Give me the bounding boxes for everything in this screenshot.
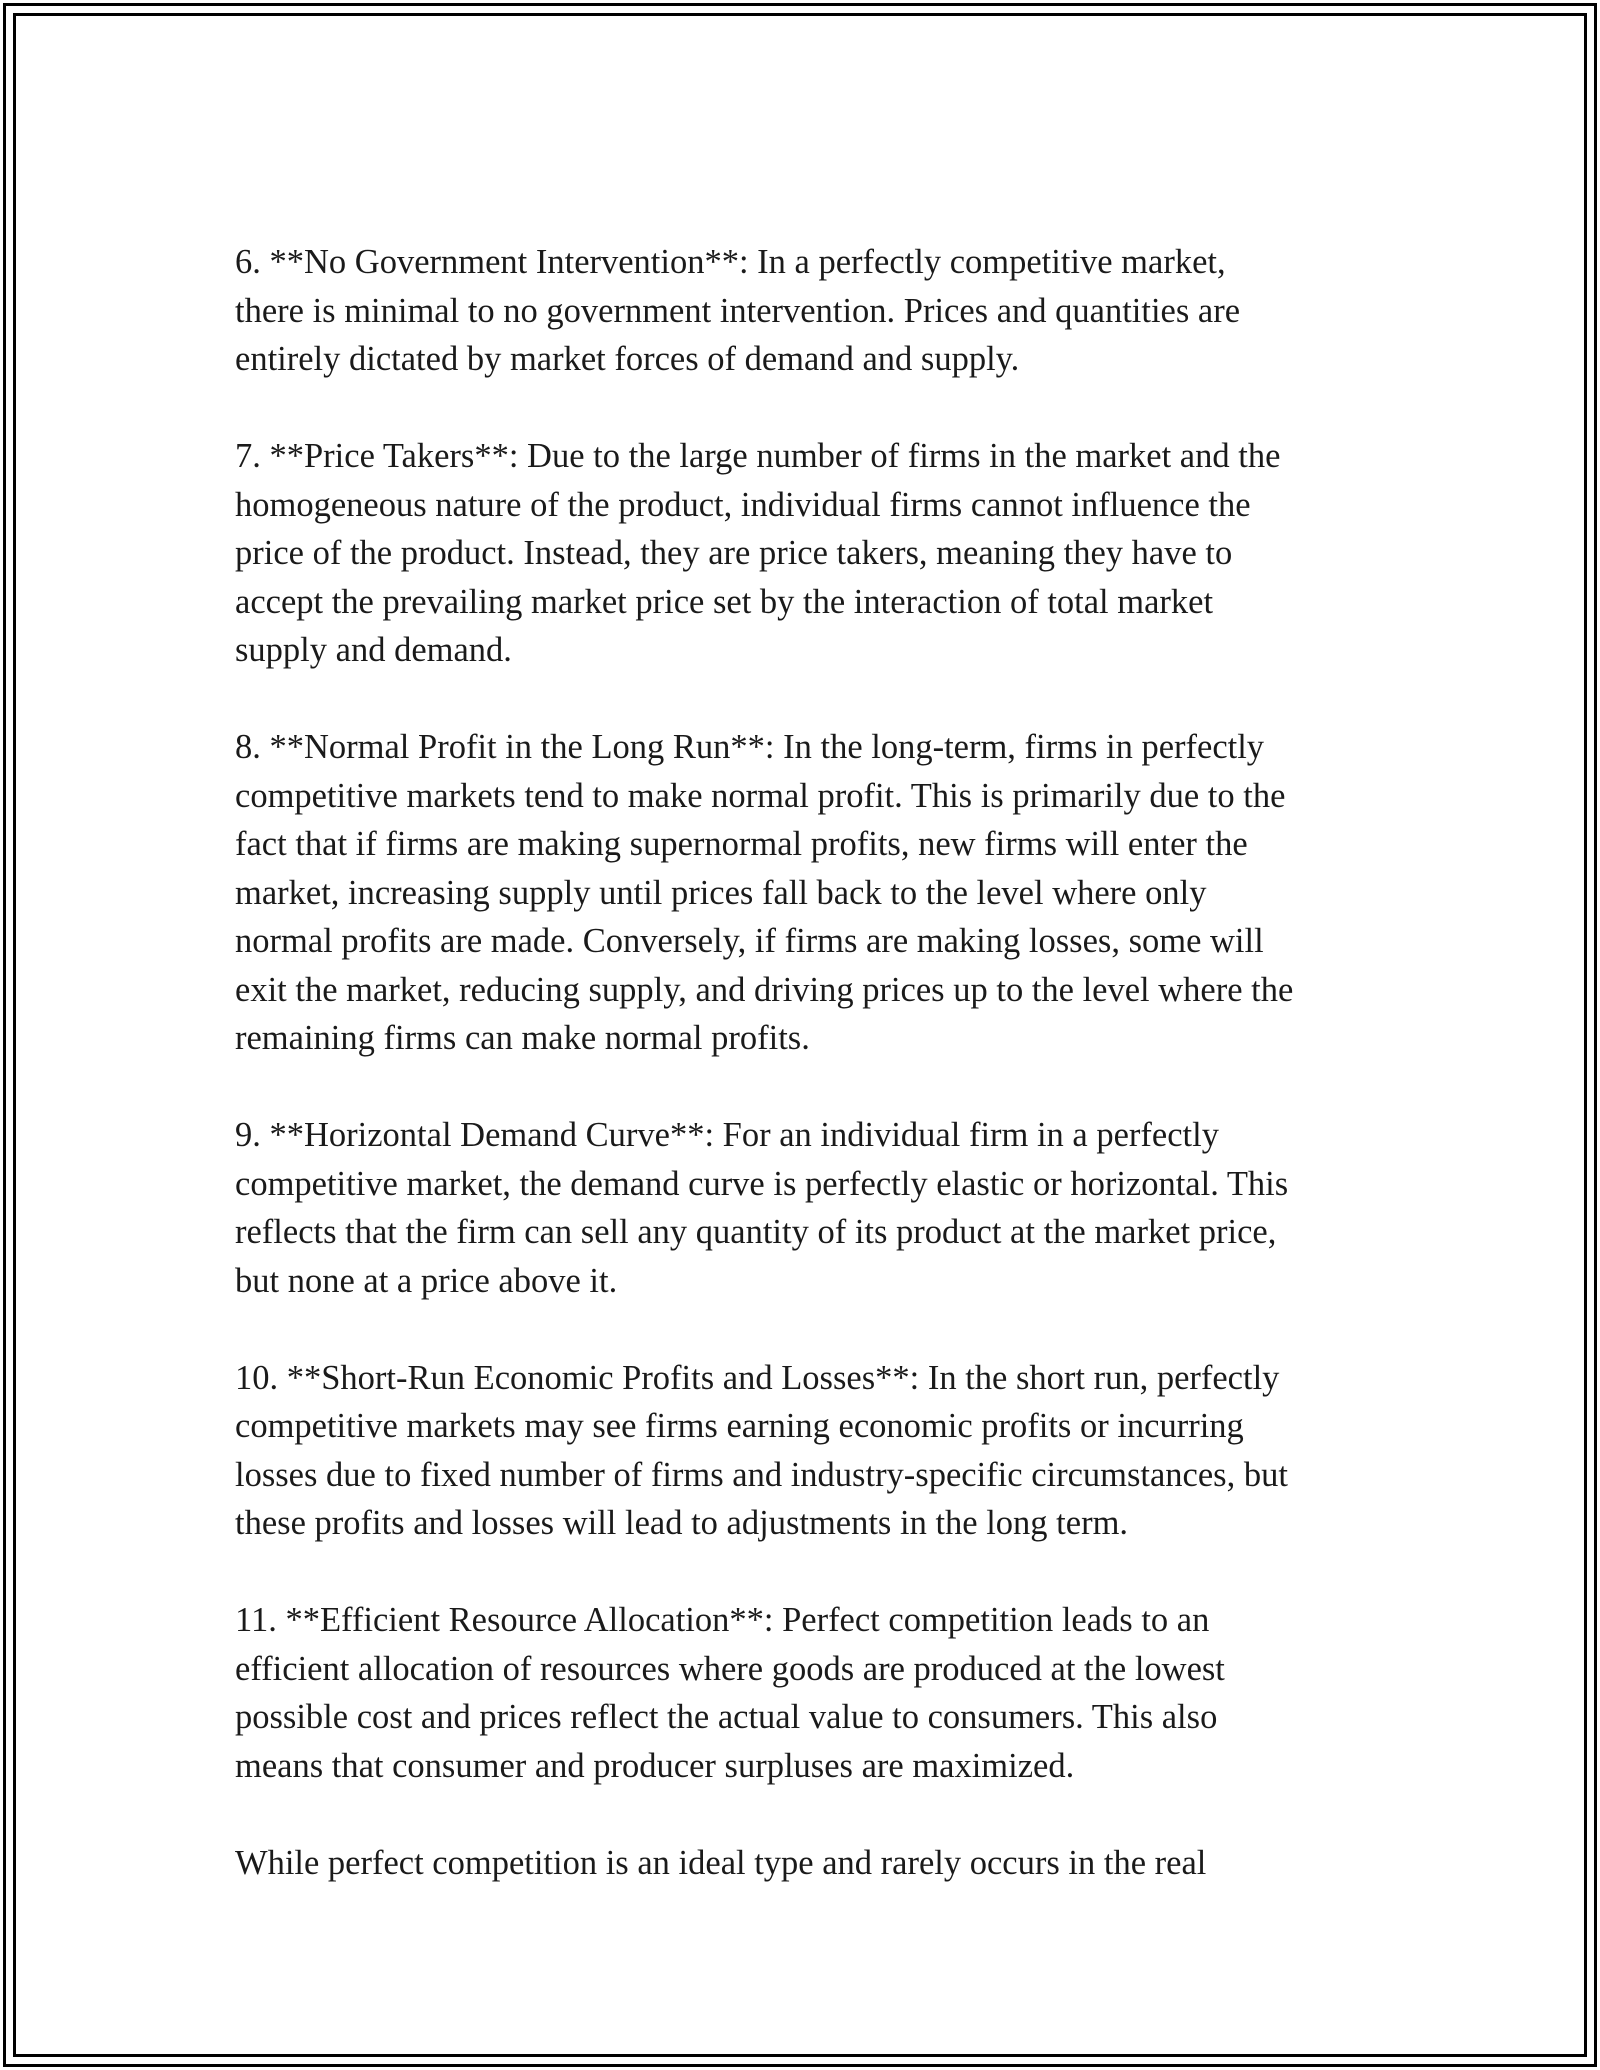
paragraph-horizontal-demand-curve: 9. **Horizontal Demand Curve**: For an individual firm in a perfectly competitive market, the demand curve is perfectly elastic or horizontal. This reflects that the firm can sell any quantity of its product at the market price, but none at a price above it. (235, 1116, 1289, 1300)
paragraph-price-takers: 7. **Price Takers**: Due to the large number of firms in the market and the homogeneous nature of the product, individual firms cannot influence the price of the product. Instead, they are price takers, meaning they have to accept the prevailing market price set by the interaction of total market supply and demand. (235, 437, 1281, 669)
document-body (235, 238, 1385, 1887)
paragraph-normal-profit-long-run: 8. **Normal Profit in the Long Run**: In the long-term, firms in perfectly competitive markets tend to make normal profit. This is primarily due to the fact that if firms are making supernormal profits, new firms will enter the market, increasing supply until prices fall back to the level where only normal profits are made. Conversely, if firms are making losses, some will exit the market, reducing supply, and driving prices up to the level where the remaining firms can make normal profits. (235, 728, 1294, 1057)
paragraph-efficient-resource-allocation: 11. **Efficient Resource Allocation**: Perfect competition leads to an efficient allocation of resources where goods are produced at the lowest possible cost and prices reflect the actual value to consumers. This also means that consumer and producer surpluses are maximized. (235, 1601, 1225, 1785)
paragraph-short-run-profits-losses: 10. **Short-Run Economic Profits and Losses**: In the short run, perfectly competitive markets may see firms earning economic profits or incurring losses due to fixed number of firms and industry-specific circumstances, but these profits and losses will lead to adjustments in the long term. (235, 1358, 1288, 1542)
paragraph-conclusion: While perfect competition is an ideal type and rarely occurs in the real (235, 1843, 1207, 1882)
paragraph-no-government-intervention: 6. **No Government Intervention**: In a perfectly competitive market, there is minimal to no government intervention. Prices and quantities are entirely dictated by market forces of demand and supply. (235, 243, 1241, 378)
